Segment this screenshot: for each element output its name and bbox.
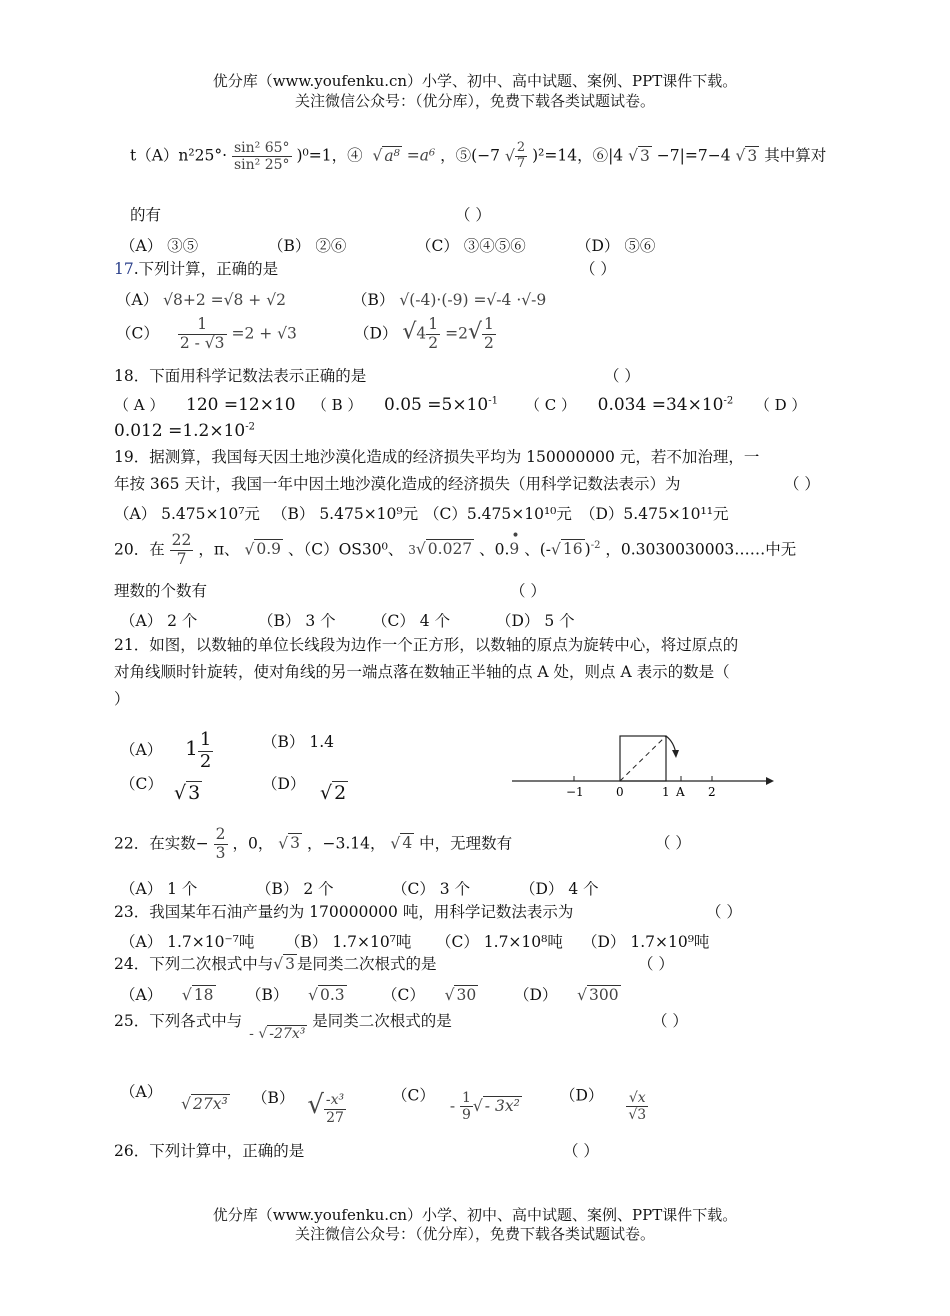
q18-answer-paren: （ ） [604, 367, 640, 385]
q20-option-d: （D） 5 个 [496, 612, 575, 630]
q23-option-c: （C） 1.7×10⁸吨 [436, 933, 563, 951]
q17-option-d: （D） √4 $\frac{1}{2}$ =2√ $\frac{1}{2}$ [354, 315, 494, 352]
q23-answer-paren: （ ） [706, 903, 742, 921]
page-header-line1: 优分库（www.youfenku.cn）小学、初中、高中试题、案例、PPT课件下载。 [212, 72, 738, 90]
q21-option-a: （A） 1 $\frac{1}{2}$ [120, 729, 212, 772]
q19-answer-paren: （ ） [784, 475, 820, 493]
q16-item5-post: )²=14，⑥|4 [532, 146, 624, 165]
q19-option-a: （A） 5.475×10⁷元 [114, 505, 260, 523]
q16-prefix: t（A）n²25°· [130, 146, 228, 165]
q19-option-c: （C）5.475×10¹⁰元 [424, 505, 572, 523]
q16-option-d: （D） ⑤⑥ [576, 237, 656, 255]
q25-option-a: （A） √ 27x³ [120, 1083, 228, 1113]
label-two: 2 [708, 785, 716, 799]
q16-option-a: （A） ③⑤ [120, 237, 199, 255]
q20-option-a: （A） 2 个 [120, 612, 198, 630]
label-minus-one: −1 [566, 785, 584, 799]
q22-option-d: （D） 4 个 [520, 880, 599, 898]
square-diagonal [620, 736, 666, 781]
q21-line2: 对角线顺时针旋转，使对角线的另一端点落在数轴正半轴的点 A 处，则点 A 表示的数是（ [114, 663, 730, 681]
q16-sqrt3-a: √ 3 [628, 146, 650, 165]
q25-option-c: （C） - $\frac{1}{9}$ √ - 3x² [392, 1086, 520, 1124]
q17-option-a: （A） √8+2 =√8 + √2 [116, 291, 286, 309]
q26-answer-paren: （ ） [563, 1142, 599, 1160]
q24-option-d: （D） √ 300 [514, 986, 619, 1004]
q21-line3: ） [114, 690, 130, 708]
page-header-line2: 关注微信公众号：（优分库），免费下载各类试题试卷。 [294, 92, 655, 110]
page-footer-line1: 优分库（www.youfenku.cn）小学、初中、高中试题、案例、PPT课件下载。 [212, 1206, 738, 1224]
q20-option-c: （C） 4 个 [372, 612, 451, 630]
label-zero: 0 [616, 785, 624, 799]
q25-option-d: （D） $\frac{√x}{√3}$ [560, 1086, 647, 1124]
q16-item5-pre: ，⑤(−7 [440, 146, 501, 165]
q23-option-d: （D） 1.7×10⁹吨 [582, 933, 710, 951]
q20-repeating-nine: 9 • [509, 528, 520, 559]
label-one: 1 [662, 785, 670, 799]
q20-option-b: （B） 3 个 [258, 612, 336, 630]
q16-frac-den: sin² 25° [233, 157, 290, 174]
q16-after-frac: )⁰=1，④ [296, 146, 363, 165]
q17-b-expr: √(-4)·(-9) =√-4 ·√-9 [399, 291, 547, 309]
q16-line2: 的有 [130, 206, 162, 224]
q16-item6-mid: −7|=7−4 [656, 146, 731, 165]
q21-option-d: （D） [262, 775, 306, 793]
q17-answer-paren: （ ） [580, 260, 616, 278]
q20-answer-paren: （ ） [510, 582, 546, 600]
q19-option-b: （B） 5.475×10⁹元 [272, 505, 419, 523]
q22-option-a: （A） 1 个 [120, 880, 198, 898]
q16-item5-sqrt: √ $\frac{2}{7}$ [504, 140, 526, 172]
q17-a-expr: √8+2 =√8 + √2 [163, 291, 286, 309]
q16-frac-num: sin² 65° [233, 140, 290, 156]
q16-option-b: （B） ②⑥ [268, 237, 347, 255]
q21-option-c-value: √ 3 [174, 782, 201, 804]
q23-stem: 23．我国某年石油产量约为 170000000 吨，用科学记数法表示为 [114, 903, 574, 921]
q24-option-b: （B） √ 0.3 [246, 986, 345, 1004]
q20-line2: 理数的个数有 [114, 582, 208, 600]
q25-option-b: （B） √ $\frac{\text{-x³}}{27}$ [252, 1089, 345, 1126]
q20-line1: 20．在 $\frac{22}{7}$ ，π、 √ 0.9 、（C）OS30⁰、 3√ 0.027 、0.9 • 、(-√ 16 )$^{-2}$ ，0.3030030003……中无 [114, 528, 797, 568]
q16-line1 [130, 140, 826, 173]
q25-stem: 25．下列各式中与 - √ -27x³ 是同类二次根式的是 [114, 1012, 452, 1042]
q21-option-b: （B） 1.4 [262, 733, 334, 751]
q22-option-c: （C） 3 个 [392, 880, 471, 898]
q16-sqrt3-b: √ 3 [735, 146, 758, 165]
q23-option-b: （B） 1.7×10⁷吨 [285, 933, 412, 951]
q24-answer-paren: （ ） [638, 955, 674, 973]
q19-line1: 19．据测算，我国每天因土地沙漠化造成的经济损失平均为 150000000 元，若不加治理，一 [114, 448, 760, 466]
q21-option-c: （C） [120, 775, 163, 793]
q17-stem: 17.下列计算，正确的是 [114, 260, 279, 278]
q16-sqrt-a8: √ a⁸ [372, 146, 400, 165]
q24-option-a: （A） √ 18 [120, 986, 214, 1004]
q22-option-b: （B） 2 个 [256, 880, 334, 898]
q23-option-a: （A） 1.7×10⁻⁷吨 [120, 933, 255, 951]
q16-answer-paren: （ ） [455, 206, 491, 224]
q22-answer-paren: （ ） [655, 834, 691, 852]
q18-options-row: （ A ） 120 =12×10 （ B ） $0.05 =5\times 10^{-1}$ （ C ） $0.034 =34\times 10^{-2}$ （ D ） [114, 395, 807, 415]
q24-stem: 24．下列二次根式中与√ 3 是同类二次根式的是 [114, 955, 437, 973]
q22-line: 22．在实数− $\frac{2}{3}$ ，0， √ 3 ，−3.14， √ 4 中，无理数有 [114, 825, 513, 862]
page-footer-line2: 关注微信公众号：（优分库），免费下载各类试题试卷。 [294, 1225, 655, 1243]
q16-fraction [232, 140, 292, 173]
q18-stem: 18．下面用科学记数法表示正确的是 [114, 367, 367, 385]
q21-option-d-value: √ 2 [320, 782, 347, 804]
axis-arrow-icon [766, 777, 774, 785]
q18-option-d-expr: $0.012 =1.2\times 10^{-2}$ [114, 421, 255, 441]
q16-eq-a6: =a⁶ [406, 146, 436, 165]
label-a: A [676, 785, 685, 799]
q16-tail: 其中算对 [764, 146, 827, 165]
q25-answer-paren: （ ） [652, 1012, 688, 1030]
q17-option-c: （C） $\frac{1}{2 - √3}$ =2 + √3 [116, 315, 297, 352]
q26-stem: 26．下列计算中，正确的是 [114, 1142, 305, 1160]
q17-option-b: （B） √(-4)·(-9) =√-4 ·√-9 [352, 291, 547, 309]
q19-option-d: （D）5.475×10¹¹元 [580, 505, 729, 523]
q24-option-c: （C） √ 30 [382, 986, 477, 1004]
q19-line2: 年按 365 天计，我国一年中因土地沙漠化造成的经济损失（用科学记数法表示）为 [114, 475, 681, 493]
q16-option-c: （C） ③④⑤⑥ [416, 237, 526, 255]
q21-line1: 21．如图，以数轴的单位长线段为边作一个正方形，以数轴的原点为旋转中心，将过原点的 [114, 636, 739, 654]
q21-number-line-figure [508, 722, 778, 802]
rotation-arrow-icon [672, 750, 679, 758]
